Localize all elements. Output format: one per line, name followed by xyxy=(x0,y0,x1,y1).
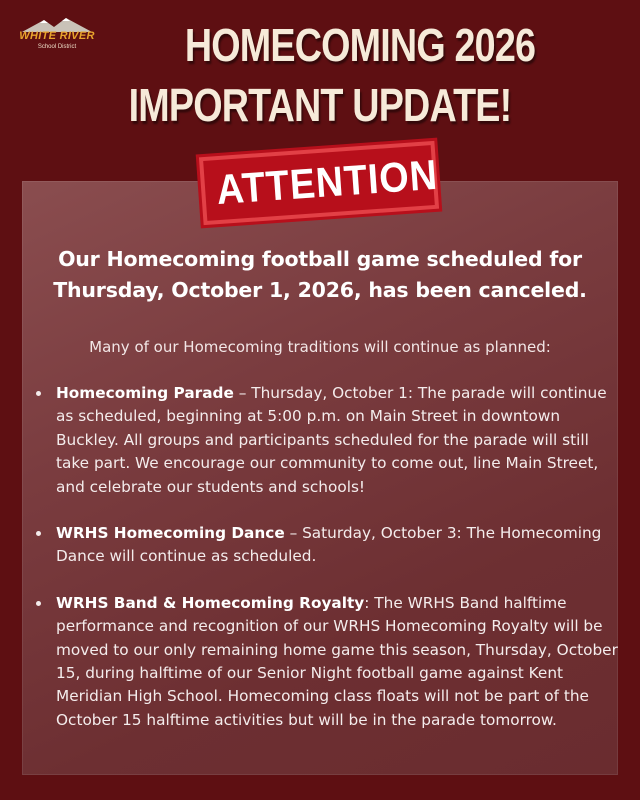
headline-line-1: HOMECOMING 2026 xyxy=(184,19,536,71)
logo-name: WHITE RIVER xyxy=(19,30,95,42)
item-title: WRHS Homecoming Dance xyxy=(56,524,285,543)
item-title: Homecoming Parade xyxy=(56,384,234,402)
list-item xyxy=(52,382,622,499)
district-logo xyxy=(12,18,102,58)
logo-subtitle: School District xyxy=(37,44,77,50)
cancellation-notice: Our Homecoming football game scheduled for Thursday, October 1, 2026, has been canceled. xyxy=(53,247,587,302)
stamp-label: ATTENTION xyxy=(214,150,440,214)
traditions-list xyxy=(28,382,622,755)
item-text: – Thursday, October 1: The parade will continue as scheduled, beginning at 5:00 p.m. on Main Street in downtown Buckley. All groups and participants scheduled for the parade will still take part. We encourage our community to come out, line Main Street, and celebrate our students and schools! xyxy=(56,384,607,496)
item-title: WRHS Band & Homecoming Royalty xyxy=(56,593,365,612)
intro-text: Many of our Homecoming traditions will continue as planned: xyxy=(89,338,551,356)
item-text: – Saturday, October 3: The Homecoming Dance will continue as scheduled. xyxy=(56,524,602,566)
headline-line-2: IMPORTANT UPDATE! xyxy=(128,79,512,131)
item-text: : The WRHS Band halftime performance and recognition of our WRHS Homecoming Royalty will be moved to our only remaining home game this season, Thursday, October 15, during halftime of our Senior Night football game against Kent Meridian High School. Homecoming class floats will not be part of the October 15 halftime activities but will be in the parade tomorrow. xyxy=(56,593,618,729)
list-item xyxy=(52,522,622,569)
list-item xyxy=(52,592,622,732)
